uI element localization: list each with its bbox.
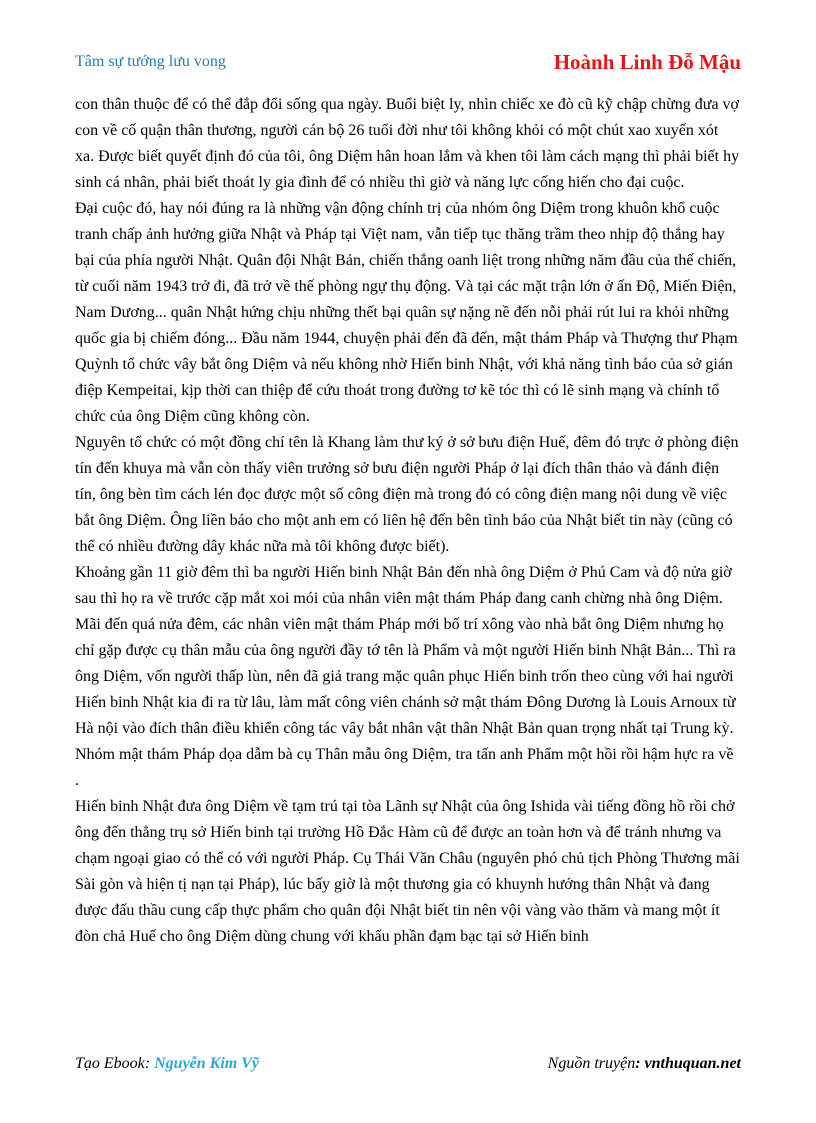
book-title: Tâm sự tướng lưu vong: [75, 53, 226, 70]
author-name: Hoành Linh Đỗ Mậu: [553, 50, 741, 74]
source-credit: [548, 1055, 741, 1073]
paragraph: Khoảng gần 11 giờ đêm thì ba người Hiến binh Nhật Bản đến nhà ông Diệm ở Phú Cam và độ nửa giờ sau thì họ ra về trước cặp mắt xoi mói của nhân viên mật thám Pháp đang canh chừng nhà ông Diệm. Mãi đến quá nửa đêm, các nhân viên mật thám Pháp mới bố trí xông vào nhà bắt ông Diệm nhưng họ chỉ gặp được cụ thân mẫu của ông người đầy tớ tên là Phẩm và một người Hiến binh Nhật Bản... Thì ra ông Diệm, vốn người thấp lùn, nên đã giả trang mặc quân phục Hiến binh trốn theo cùng với hai người Hiến binh Nhật kia đi ra từ lâu, làm mất công viên chánh sở mật thám Đông Dương là Louis Arnoux từ Hà nội vào đích thân điều khiển công tác vây bắt nhân vật thân Nhật Bản quan trọng nhất tại Trung kỳ. Nhóm mật thám Pháp dọa dẫm bà cụ Thân mẫu ông Diệm, tra tấn anh Phẩm một hồi rồi hậm hực ra về .: [75, 564, 736, 789]
ebook-credit: [75, 1055, 259, 1073]
paragraph: Hiến binh Nhật đưa ông Diệm về tạm trú tại tòa Lãnh sự Nhật của ông Ishida vài tiếng đồng hồ rồi chở ông đến thẳng trụ sở Hiến binh tại trường Hồ Đắc Hàm cũ để được an toàn hơn và để tránh nhưng va chạm ngoại giao có thể có với người Pháp. Cụ Thái Văn Châu (nguyên phó chủ tịch Phòng Thương mãi Sài gòn và hiện tị nạn tại Pháp), lúc bấy giờ là một thương gia có khuynh hướng thân Nhật và đang được đấu thầu cung cấp thực phẩm cho quân đội Nhật biết tin nên vội vàng vào thăm và mang một ít đòn chả Huế cho ông Diệm dùng chung với khẩu phần đạm bạc tại sở Hiến binh: [75, 798, 740, 945]
source-credit-separator: :: [635, 1055, 645, 1072]
paragraph: Nguyên tổ chức có một đồng chí tên là Khang làm thư ký ở sở bưu điện Huế, đêm đó trực ở phòng điện tín đến khuya mà vẫn còn thấy viên trưởng sở bưu điện người Pháp ở lại đích thân thảo và đánh điện tín, ông bèn tìm cách lén đọc được một số công điện mà trong đó có công điện mang nội dung về việc bắt ông Diệm. Ông liền báo cho một anh em có liên hệ đến bên tình báo của Nhật biết tin này (cũng có thể có nhiều đường dây khác nữa mà tôi không được biết).: [75, 434, 739, 555]
ebook-credit-separator: :: [144, 1055, 155, 1072]
page-header: [75, 50, 741, 78]
ebook-credit-label: Tạo Ebook: [75, 1055, 145, 1072]
ebook-creator-name: Nguyễn Kim Vỹ: [154, 1055, 259, 1072]
paragraph: Đại cuộc đó, hay nói đúng ra là những vận động chính trị của nhóm ông Diệm trong khuôn khổ cuộc tranh chấp ảnh hưởng giữa Nhật và Pháp tại Việt nam, vẫn tiếp tục thăng trầm theo nhịp độ thắng hay bại của phía người Nhật. Quân đội Nhật Bản, chiến thắng oanh liệt trong những năm đầu của thế chiến, từ cuối năm 1943 trở đi, đã trở về thế phòng ngự thụ động. Và tại các mặt trận lớn ở ấn Độ, Miến Điện, Nam Dương... quân Nhật hứng chịu những thết bại quân sự nặng nề đến nỗi phải rút lui ra khỏi những quốc gia bị chiếm đóng... Đầu năm 1944, chuyện phải đến đã đến, mật thám Pháp và Thượng thư Phạm Quỳnh tổ chức vây bắt ông Diệm và nếu không nhờ Hiến binh Nhật, với khả năng tình báo của sở gián điệp Kempeitai, kịp thời can thiệp để cứu thoát trong đường tơ kẽ tóc thì có lẽ sinh mạng và chính tổ chức của ông Diệm cũng không còn.: [75, 200, 738, 425]
source-credit-label: Nguồn truyện: [547, 1055, 636, 1072]
source-site-link[interactable]: vnthuquan.net: [644, 1055, 741, 1072]
page-body: [75, 92, 741, 950]
paragraph: con thân thuộc để có thể đắp đổi sống qua ngày. Buổi biệt ly, nhìn chiếc xe đò cũ kỹ chập chừng đưa vợ con về cố quận thân thương, người cán bộ 26 tuổi đời như tôi không khỏi có một chút xao xuyến xót xa. Được biết quyết định đó của tôi, ông Diệm hân hoan lắm và khen tôi làm cách mạng thì phải biết hy sinh cá nhân, phải biết thoát ly gia đình để có nhiều thì giờ và năng lực cống hiến cho đại cuộc.: [75, 96, 740, 191]
page-footer: [75, 1055, 741, 1077]
